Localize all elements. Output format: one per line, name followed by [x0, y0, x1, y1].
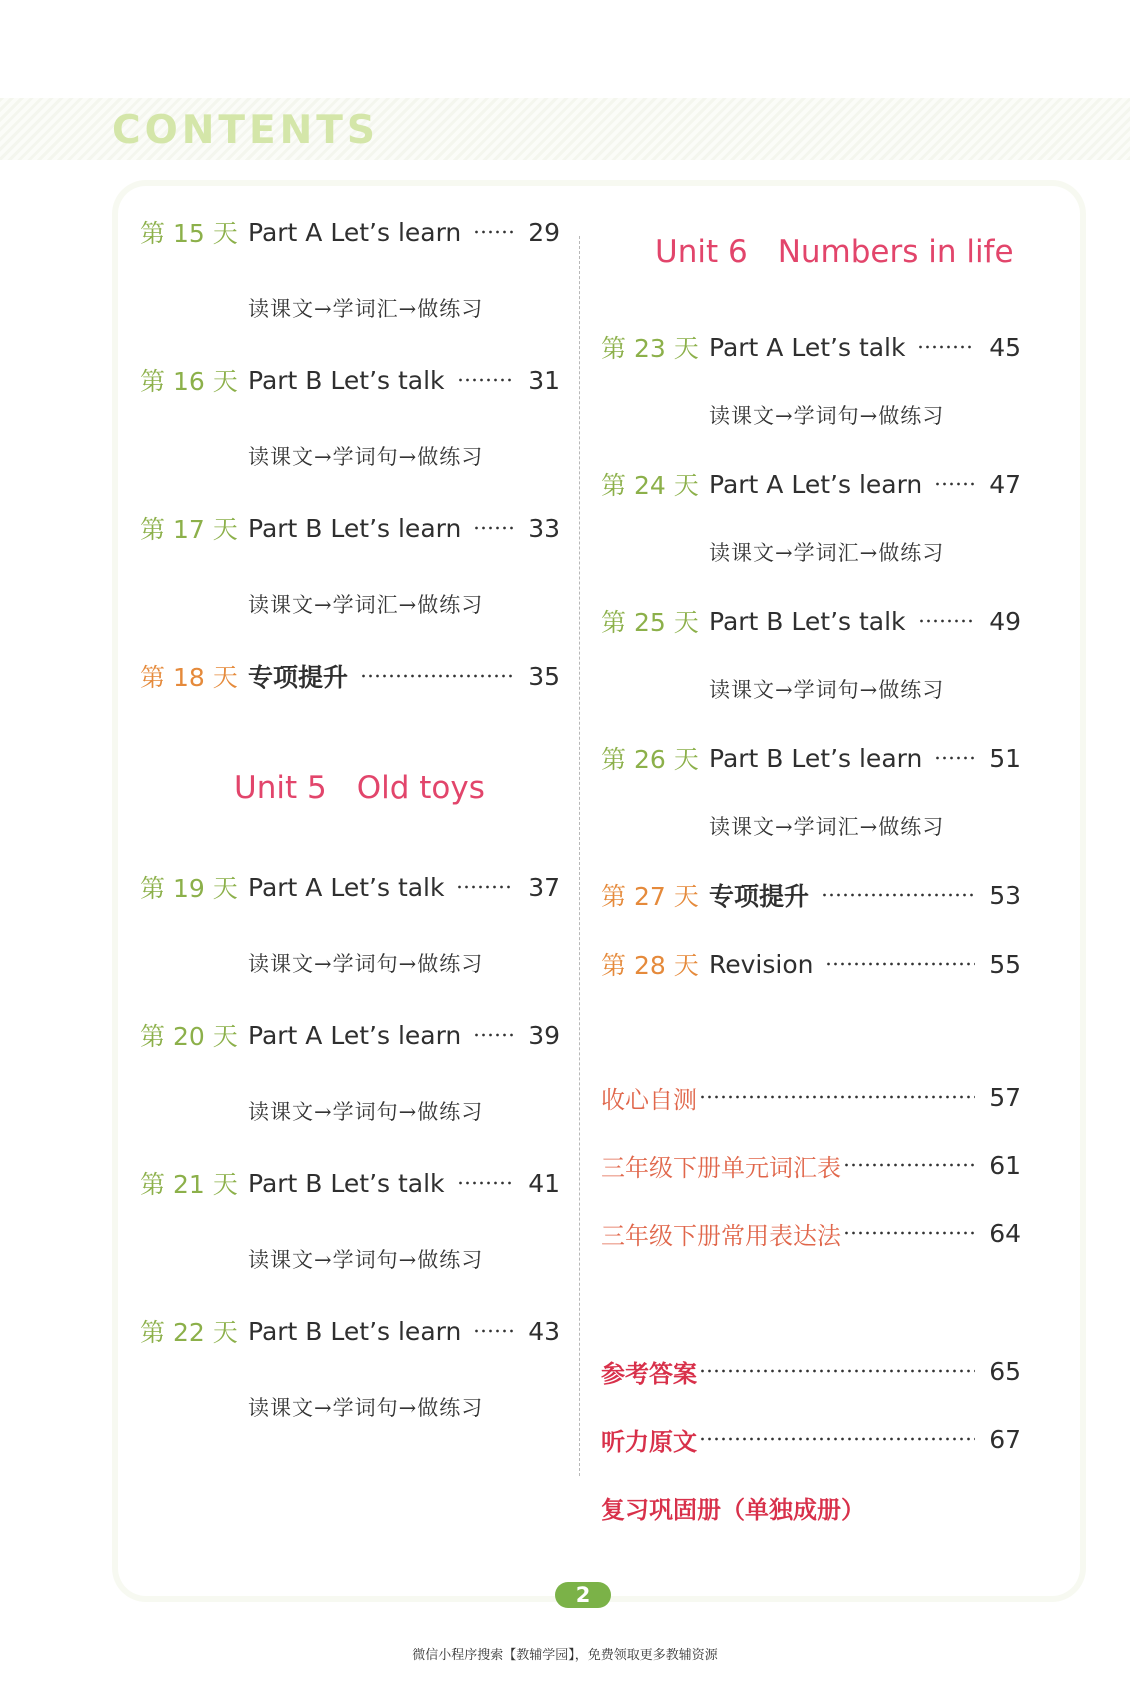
entry-label: Part B Let’s talk [709, 606, 906, 636]
page-number: 39 [528, 1020, 560, 1050]
entry-subtitle: 读课文→学词句→做练习 [248, 1396, 484, 1420]
day-label: 第 22 天 [140, 1318, 238, 1347]
appendix-entry[interactable] [601, 1489, 1021, 1525]
leader-dots [825, 962, 975, 966]
entry-label: Part B Let’s learn [709, 743, 923, 773]
toc-entry[interactable] [140, 214, 560, 250]
leader-dots [917, 345, 975, 349]
entry-subtitle: 读课文→学词汇→做练习 [248, 593, 484, 617]
entry-label: Part B Let’s learn [248, 513, 462, 543]
toc-entry[interactable] [140, 658, 560, 694]
toc-entry[interactable] [140, 1017, 560, 1053]
day-label: 第 24 天 [601, 471, 699, 500]
entry-subtitle: 读课文→学词句→做练习 [709, 404, 945, 428]
unit-number: Unit 6 [655, 234, 748, 270]
extra-entry[interactable] [601, 1215, 1021, 1251]
entry-label: Part A Let’s talk [248, 872, 445, 902]
entry-label: Part A Let’s learn [248, 217, 462, 247]
toc-entry[interactable] [601, 603, 1021, 639]
toc-entry[interactable] [140, 1313, 560, 1349]
toc-entry[interactable] [601, 329, 1021, 365]
day-label: 第 16 天 [140, 367, 238, 396]
entry-subtitle: 读课文→学词句→做练习 [248, 952, 484, 976]
extra-label: 三年级下册单元词汇表 [601, 1153, 841, 1182]
entry-subtitle: 读课文→学词句→做练习 [248, 1100, 484, 1124]
day-label: 第 26 天 [601, 745, 699, 774]
day-label: 第 17 天 [140, 515, 238, 544]
page-number-badge: 2 [555, 1582, 611, 1608]
page-number: 45 [989, 332, 1021, 362]
page-number: 55 [989, 949, 1021, 979]
entry-label: Part B Let’s talk [248, 365, 445, 395]
leader-dots [843, 1163, 975, 1167]
day-label: 第 25 天 [601, 608, 699, 637]
day-label: 第 15 天 [140, 219, 238, 248]
toc-entry[interactable] [601, 946, 1021, 982]
day-label: 第 23 天 [601, 334, 699, 363]
entry-label: Part A Let’s talk [709, 332, 906, 362]
entry-subtitle: 读课文→学词汇→做练习 [248, 297, 484, 321]
page-number: 47 [989, 469, 1021, 499]
entry-label: Part B Let’s talk [248, 1168, 445, 1198]
page-title: CONTENTS [112, 108, 379, 153]
day-label: 第 28 天 [601, 951, 699, 980]
page-number: 53 [989, 880, 1021, 910]
page-number: 49 [989, 606, 1021, 636]
day-label: 第 19 天 [140, 874, 238, 903]
page-number: 33 [528, 513, 560, 543]
appendix-label: 听力原文 [601, 1427, 697, 1456]
page-number: 37 [528, 872, 560, 902]
leader-dots [360, 674, 514, 678]
entry-subtitle: 读课文→学词句→做练习 [248, 445, 484, 469]
column-divider [579, 236, 580, 1476]
leader-dots [934, 756, 975, 760]
day-label: 第 21 天 [140, 1170, 238, 1199]
leader-dots [473, 1033, 514, 1037]
entry-label: 专项提升 [248, 663, 349, 692]
unit-number: Unit 5 [234, 770, 327, 806]
day-label: 第 18 天 [140, 663, 238, 692]
leader-dots [473, 526, 514, 530]
entry-subtitle: 读课文→学词汇→做练习 [709, 815, 945, 839]
leader-dots [934, 482, 975, 486]
leader-dots [473, 1329, 514, 1333]
extra-entry[interactable] [601, 1147, 1021, 1183]
leader-dots [821, 893, 975, 897]
page-number: 65 [989, 1356, 1021, 1386]
entry-label: Revision [709, 949, 814, 979]
extra-label: 收心自测 [601, 1085, 697, 1114]
entry-subtitle: 读课文→学词汇→做练习 [709, 541, 945, 565]
leader-dots [473, 230, 514, 234]
unit-name: Numbers in life [777, 234, 1014, 270]
page-number: 35 [528, 661, 560, 691]
toc-entry[interactable] [140, 362, 560, 398]
leader-dots [457, 1181, 514, 1185]
extra-label: 三年级下册常用表达法 [601, 1221, 841, 1250]
leader-dots [843, 1231, 975, 1235]
unit-heading [655, 234, 1014, 270]
leader-dots [699, 1095, 975, 1099]
entry-label: Part A Let’s learn [248, 1020, 462, 1050]
page-number: 43 [528, 1316, 560, 1346]
appendix-label: 复习巩固册（单独成册） [601, 1495, 865, 1524]
appendix-entry[interactable] [601, 1421, 1021, 1457]
entry-label: Part A Let’s learn [709, 469, 923, 499]
leader-dots [456, 885, 514, 889]
toc-entry[interactable] [140, 869, 560, 905]
page-number: 29 [528, 217, 560, 247]
entry-subtitle: 读课文→学词句→做练习 [709, 678, 945, 702]
leader-dots [699, 1369, 975, 1373]
day-label: 第 20 天 [140, 1022, 238, 1051]
toc-entry[interactable] [140, 1165, 560, 1201]
unit-heading [234, 770, 485, 806]
leader-dots [457, 378, 514, 382]
toc-entry[interactable] [601, 740, 1021, 776]
leader-dots [918, 619, 975, 623]
page-number: 61 [989, 1150, 1021, 1180]
entry-label: Part B Let’s learn [248, 1316, 462, 1346]
page-number: 67 [989, 1424, 1021, 1454]
page-number: 41 [528, 1168, 560, 1198]
extra-entry[interactable] [601, 1079, 1021, 1115]
toc-entry[interactable] [601, 877, 1021, 913]
day-label: 第 27 天 [601, 882, 699, 911]
appendix-entry[interactable] [601, 1353, 1021, 1389]
page-number: 57 [989, 1082, 1021, 1112]
unit-name: Old toys [356, 770, 485, 806]
leader-dots [699, 1437, 975, 1441]
footer-note: 微信小程序搜索【教辅学园】，免费领取更多教辅资源 [412, 1648, 718, 1663]
page-number: 64 [989, 1218, 1021, 1248]
page-number: 31 [528, 365, 560, 395]
toc-entry[interactable] [601, 466, 1021, 502]
entry-label: 专项提升 [709, 882, 810, 911]
entry-subtitle: 读课文→学词句→做练习 [248, 1248, 484, 1272]
toc-entry[interactable] [140, 510, 560, 546]
page-number: 51 [989, 743, 1021, 773]
appendix-label: 参考答案 [601, 1359, 697, 1388]
